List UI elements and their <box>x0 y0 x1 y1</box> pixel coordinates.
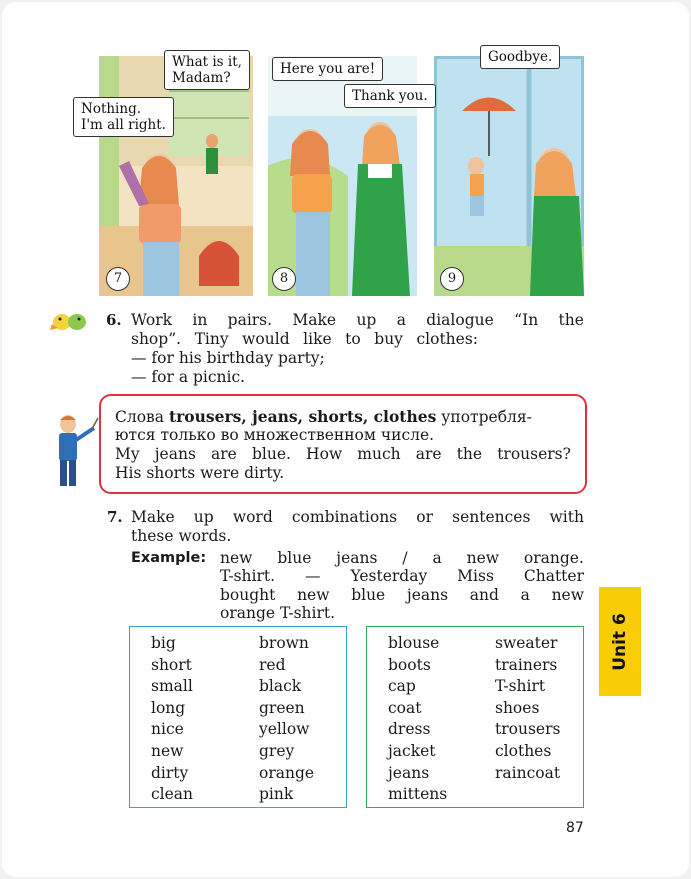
word: with <box>549 508 584 526</box>
adjectives-box <box>129 626 347 808</box>
rule-line-4: His shorts were dirty. <box>115 464 285 482</box>
word: new <box>297 586 330 604</box>
word: jeans <box>154 445 196 463</box>
panel-7-illustration <box>99 56 253 296</box>
word: combinations <box>291 508 398 526</box>
word: blue <box>351 586 386 604</box>
panel-number-7: 7 <box>106 267 130 291</box>
word-item: coat <box>388 698 422 717</box>
word-item: sweater <box>495 634 558 652</box>
word-item: red <box>259 655 286 674</box>
word-item: shoes <box>495 698 540 717</box>
word: much <box>357 445 401 463</box>
grammar-rule-box <box>99 394 587 494</box>
exercise-6-line-1 <box>131 311 584 330</box>
page-number: 87 <box>566 820 584 836</box>
word-item: new <box>151 741 184 760</box>
word: dialogue <box>426 311 494 329</box>
panel-number-9: 9 <box>440 267 464 291</box>
word: Miss <box>457 567 494 585</box>
word: to <box>345 330 361 348</box>
nouns-box <box>366 626 584 808</box>
word: T-shirt. <box>220 567 276 585</box>
speech-bubble-here-you-are: Here you are! <box>272 57 383 81</box>
exercise-7-number: 7. <box>107 508 123 526</box>
nouns-column-1 <box>388 633 447 806</box>
word: My <box>115 445 140 463</box>
word-item: big <box>151 634 176 652</box>
example-line-1 <box>220 549 584 568</box>
word-item: jacket <box>388 741 436 760</box>
word-item: yellow <box>259 720 310 739</box>
word: like <box>303 330 332 348</box>
word-item: small <box>151 677 193 696</box>
word-item: grey <box>259 741 295 760</box>
word-item: orange <box>259 763 315 782</box>
speech-bubble-thank-you: Thank you. <box>344 84 436 108</box>
word: Yesterday <box>350 567 428 585</box>
word: a <box>432 549 442 567</box>
unit-tab-label: Unit 6 <box>610 612 630 671</box>
rule-line-2: ются только во множественном числе. <box>115 426 435 444</box>
rule-line-1: Слова trousers, jeans, shorts, clothes употребля- <box>115 407 532 426</box>
word: up <box>356 311 377 329</box>
word-item: blouse <box>388 634 440 652</box>
word: jeans <box>336 549 378 567</box>
word: Make <box>292 311 337 329</box>
exercise-7-line-2: these words. <box>131 527 232 545</box>
word: word <box>232 508 273 526</box>
word: How <box>306 445 343 463</box>
word: the <box>558 311 584 329</box>
nouns-column-2 <box>495 633 560 784</box>
word: new <box>551 586 584 604</box>
word: are <box>415 445 442 463</box>
example-line-3 <box>220 586 584 605</box>
word: buy <box>374 330 403 348</box>
word: pairs. <box>227 311 273 329</box>
exercise-7-line-1 <box>131 508 584 527</box>
word: blue. <box>251 445 291 463</box>
word-item: trousers <box>495 720 561 739</box>
word: would <box>242 330 290 348</box>
comic-panel-7 <box>99 56 253 296</box>
rule-bold-words: trousers, jeans, shorts, clothes <box>168 407 437 426</box>
word-item: long <box>151 698 186 717</box>
word: / <box>402 549 408 567</box>
word: — <box>305 567 321 585</box>
word: blue <box>277 549 312 567</box>
comic-panel-9 <box>434 56 584 296</box>
word: jeans <box>406 586 449 604</box>
word-item: black <box>259 677 302 696</box>
word: orange. <box>523 549 584 567</box>
speech-bubble-nothing: Nothing. I'm all right. <box>73 97 174 137</box>
exercise-6-number: 6. <box>106 311 122 329</box>
word-item: cap <box>388 677 416 696</box>
word-item: mittens <box>388 785 448 804</box>
word: trousers? <box>497 445 571 463</box>
word-item: brown <box>259 634 309 652</box>
word: new <box>466 549 500 567</box>
rule-line-3 <box>115 445 571 464</box>
word: up <box>193 508 214 526</box>
word-item: pink <box>259 785 294 804</box>
adjectives-column-2 <box>259 633 314 806</box>
word: clothes: <box>416 330 478 348</box>
word-item: nice <box>151 720 184 739</box>
word-item: clean <box>151 785 194 804</box>
birds-pair-icon <box>50 306 90 336</box>
word: and <box>469 586 499 604</box>
example-line-4: orange T-shirt. <box>220 604 336 622</box>
speech-bubble-goodbye: Goodbye. <box>480 45 560 69</box>
word: Tiny <box>194 330 229 348</box>
word-item: dirty <box>151 763 189 782</box>
word-item: raincoat <box>495 763 561 782</box>
example-line-2 <box>220 567 584 586</box>
exercise-6-line-2 <box>131 330 478 349</box>
word: the <box>456 445 483 463</box>
word-item: boots <box>388 655 431 674</box>
word-item: clothes <box>495 741 552 760</box>
word-item: short <box>151 655 192 674</box>
word: “In <box>514 311 539 329</box>
panel-number-8: 8 <box>272 267 296 291</box>
word: Work <box>131 311 173 329</box>
word: Make <box>131 508 175 526</box>
unit-tab <box>599 587 641 696</box>
word-item: jeans <box>388 763 430 782</box>
word-item: trainers <box>495 655 558 674</box>
panel-9-illustration <box>434 56 584 296</box>
word: shop”. <box>131 330 182 348</box>
word: or <box>416 508 433 526</box>
teacher-illustration <box>48 412 100 490</box>
word: a <box>396 311 406 329</box>
word-item: dress <box>388 720 431 739</box>
word-item: T-shirt <box>495 677 546 696</box>
example-label: Example: <box>131 550 207 566</box>
word: a <box>520 586 530 604</box>
word: new <box>220 549 253 567</box>
word: in <box>192 311 208 329</box>
word: Chatter <box>523 567 584 585</box>
speech-bubble-what-is-it: What is it, Madam? <box>164 50 250 90</box>
exercise-6-item-birthday: — for his birthday party; <box>131 349 325 367</box>
word: sentences <box>452 508 531 526</box>
word: bought <box>220 586 276 604</box>
exercise-6-item-picnic: — for a picnic. <box>131 368 246 386</box>
word-item: green <box>259 698 305 717</box>
word: are <box>211 445 237 463</box>
adjectives-column-1 <box>151 633 193 806</box>
